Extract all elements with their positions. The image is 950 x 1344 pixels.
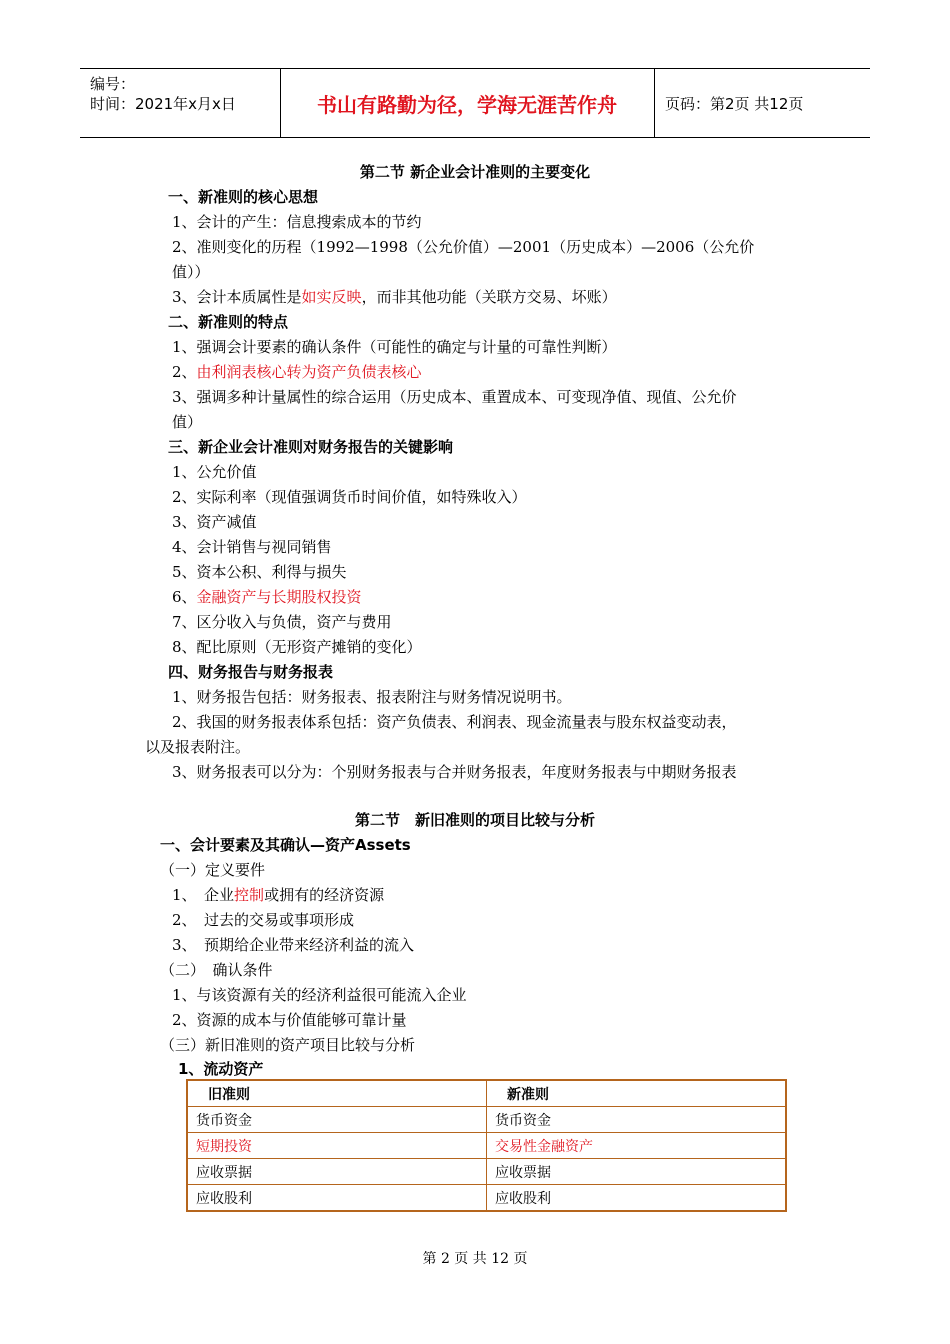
paragraph: 值）） xyxy=(172,263,210,281)
table-header: 旧准则 xyxy=(187,1080,487,1107)
paragraph: 3、财务报表可以分为：个别财务报表与合并财务报表，年度财务报表与中期财务报表 xyxy=(172,763,737,781)
heading: 四、财务报告与财务报表 xyxy=(168,663,334,681)
table-cell: 应收股利 xyxy=(487,1185,787,1212)
heading: 三、新企业会计准则对财务报告的关键影响 xyxy=(168,438,454,456)
section1-title: 第二节 新企业会计准则的主要变化 xyxy=(359,163,591,181)
list-item xyxy=(172,885,384,905)
number-label: 编号： xyxy=(90,75,136,93)
list-item: 3、 预期给企业带来经济利益的流入 xyxy=(172,936,415,954)
list-item: 2、资源的成本与价值能够可靠计量 xyxy=(172,1011,407,1029)
paragraph xyxy=(172,362,422,382)
paragraph xyxy=(172,287,617,307)
highlight-text: 控制 xyxy=(234,886,265,904)
asset-comparison-table xyxy=(186,1079,787,1212)
table-cell: 交易性金融资产 xyxy=(487,1133,787,1159)
section2-title: 第二节 新旧准则的项目比较与分析 xyxy=(354,811,595,829)
table-header: 新准则 xyxy=(487,1080,787,1107)
text: 3、会计本质属性是 xyxy=(172,288,302,306)
page-label: 页码：第2页 共12页 xyxy=(665,94,804,113)
table-cell: 货币资金 xyxy=(187,1107,487,1133)
list-item: 5、资本公积、利得与损失 xyxy=(172,563,347,581)
motto: 书山有路勤为径，学海无涯苦作舟 xyxy=(280,69,655,137)
paragraph: 2、准则变化的历程（1992—1998（公允价值）—2001（历史成本）—2006（公允价 xyxy=(172,238,755,256)
text: ，而非其他功能（关联方交易、坏账） xyxy=(361,288,617,306)
list-item: 4、会计销售与视同销售 xyxy=(172,538,332,556)
text: 或拥有的经济资源 xyxy=(264,886,385,904)
table-row xyxy=(187,1133,786,1159)
paragraph: 1、强调会计要素的确认条件（可能性的确定与计量的可靠性判断） xyxy=(172,338,617,356)
page-footer: 第 2 页 共 12 页 xyxy=(422,1251,528,1267)
list-item xyxy=(172,587,362,607)
table-row xyxy=(187,1107,786,1133)
list-item: 1、与该资源有关的经济利益很可能流入企业 xyxy=(172,986,467,1004)
list-item: 3、资产减值 xyxy=(172,513,257,531)
paragraph: 1、会计的产生：信息搜索成本的节约 xyxy=(172,213,422,231)
list-item: 2、实际利率（现值强调货币时间价值，如特殊收入） xyxy=(172,488,527,506)
subheading: （三）新旧准则的资产项目比较与分析 xyxy=(160,1036,416,1054)
highlight-text: 由利润表核心转为资产负债表核心 xyxy=(196,363,422,381)
table-header-row xyxy=(187,1080,786,1107)
list-item: 7、区分收入与负债，资产与费用 xyxy=(172,613,392,631)
table-cell: 应收票据 xyxy=(487,1159,787,1185)
table-cell: 应收票据 xyxy=(187,1159,487,1185)
text: 2、 xyxy=(172,363,197,381)
table-cell: 应收股利 xyxy=(187,1185,487,1212)
list-item: 8、配比原则（无形资产摊销的变化） xyxy=(172,638,422,656)
table-cell: 货币资金 xyxy=(487,1107,787,1133)
list-item: 2、 过去的交易或事项形成 xyxy=(172,911,355,929)
time-label: 时间：2021年x月x日 xyxy=(90,95,236,113)
header-meta xyxy=(80,69,281,137)
heading: 二、新准则的特点 xyxy=(168,313,289,331)
paragraph: 以及报表附注。 xyxy=(145,738,251,756)
subheading: （一）定义要件 xyxy=(160,861,266,879)
paragraph: 2、我国的财务报表体系包括：资产负债表、利润表、现金流量表与股东权益变动表， xyxy=(172,713,737,731)
heading: 一、新准则的核心思想 xyxy=(168,188,319,206)
subheading: 1、流动资产 xyxy=(178,1060,264,1078)
list-item: 1、公允价值 xyxy=(172,463,257,481)
table-cell: 短期投资 xyxy=(187,1133,487,1159)
text: 1、 企业 xyxy=(172,886,235,904)
paragraph: 1、财务报告包括：财务报表、报表附注与财务情况说明书。 xyxy=(172,688,572,706)
paragraph: 3、强调多种计量属性的综合运用（历史成本、重置成本、可变现净值、现值、公允价 xyxy=(172,388,737,406)
highlight-text: 金融资产与长期股权投资 xyxy=(196,588,362,606)
heading: 一、会计要素及其确认—资产Assets xyxy=(160,836,411,854)
subheading: （二） 确认条件 xyxy=(160,961,273,979)
table-row xyxy=(187,1159,786,1185)
table-row xyxy=(187,1185,786,1212)
highlight-text: 如实反映 xyxy=(301,288,362,306)
paragraph: 值） xyxy=(172,413,203,431)
page-header xyxy=(80,68,870,138)
text: 6、 xyxy=(172,588,197,606)
